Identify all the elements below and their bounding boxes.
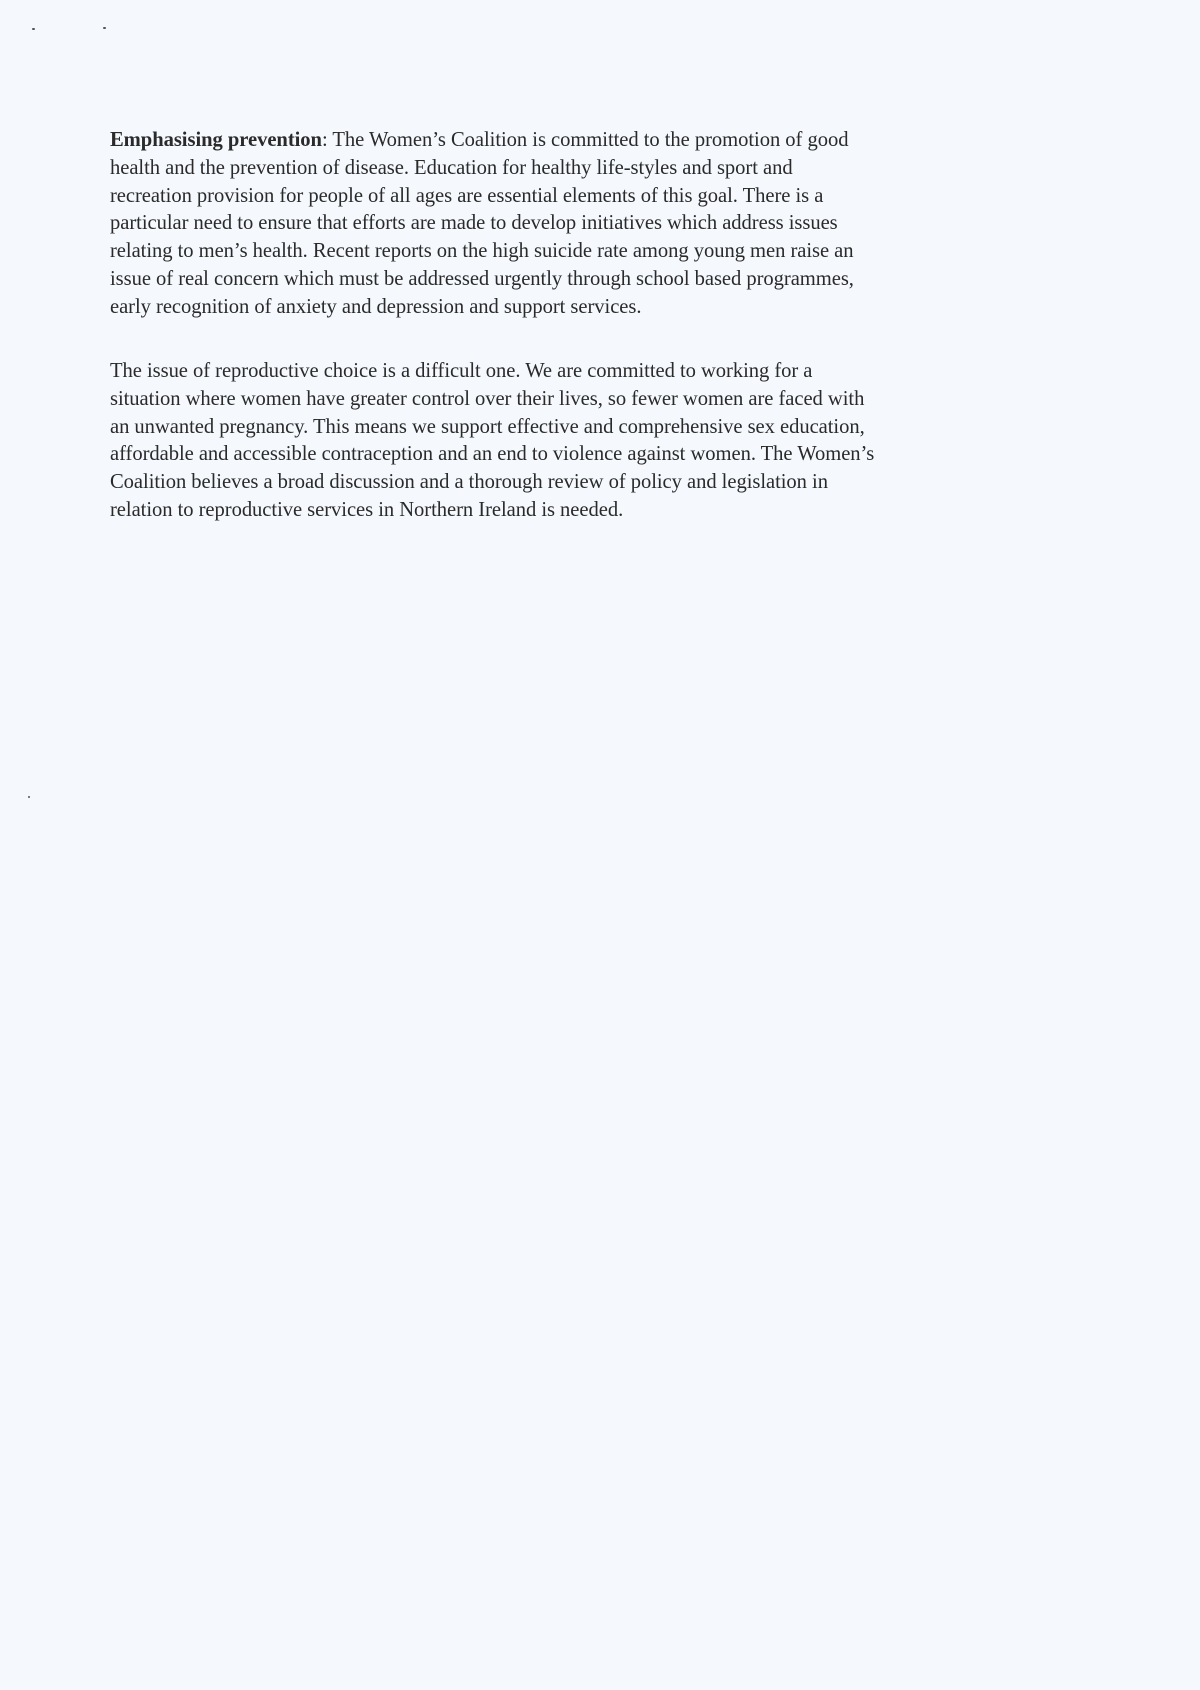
text-line: relation to reproductive services in Northern Ireland is needed. — [110, 498, 624, 521]
text-line: issue of real concern which must be addressed urgently through school based programmes, — [110, 267, 854, 290]
text-line: relating to men’s health. Recent reports on the high suicide rate among young men raise an — [110, 240, 854, 263]
text-line: Coalition believes a broad discussion and a thorough review of policy and legislation in — [110, 471, 828, 494]
text-line: early recognition of anxiety and depression and support services. — [110, 295, 642, 318]
text-line — [110, 127, 1110, 155]
scan-speck — [32, 28, 35, 30]
text-line: health and the prevention of disease. Education for healthy life-styles and sport and — [110, 156, 793, 179]
text-line: recreation provision for people of all ages are essential elements of this goal. There is a — [110, 184, 824, 207]
paragraph-emphasising-prevention — [110, 127, 1110, 322]
text-line: The issue of reproductive choice is a difficult one. We are committed to working for a — [110, 360, 813, 382]
text-line: affordable and accessible contraception and an end to violence against women. The Women’s — [110, 443, 875, 466]
scan-speck — [103, 27, 106, 29]
text-line: an unwanted pregnancy. This means we support effective and comprehensive sex education, — [110, 415, 865, 438]
text-line: situation where women have greater control over their lives, so fewer women are faced with — [110, 387, 865, 410]
scan-speck — [28, 796, 30, 798]
text-line: particular need to ensure that efforts are made to develop initiatives which address issues — [110, 212, 838, 235]
paragraph-lead-heading: Emphasising prevention — [110, 129, 322, 151]
paragraph-reproductive-choice — [110, 358, 1110, 525]
text-line-content: : The Women’s Coalition is committed to the promotion of good — [321, 129, 849, 151]
